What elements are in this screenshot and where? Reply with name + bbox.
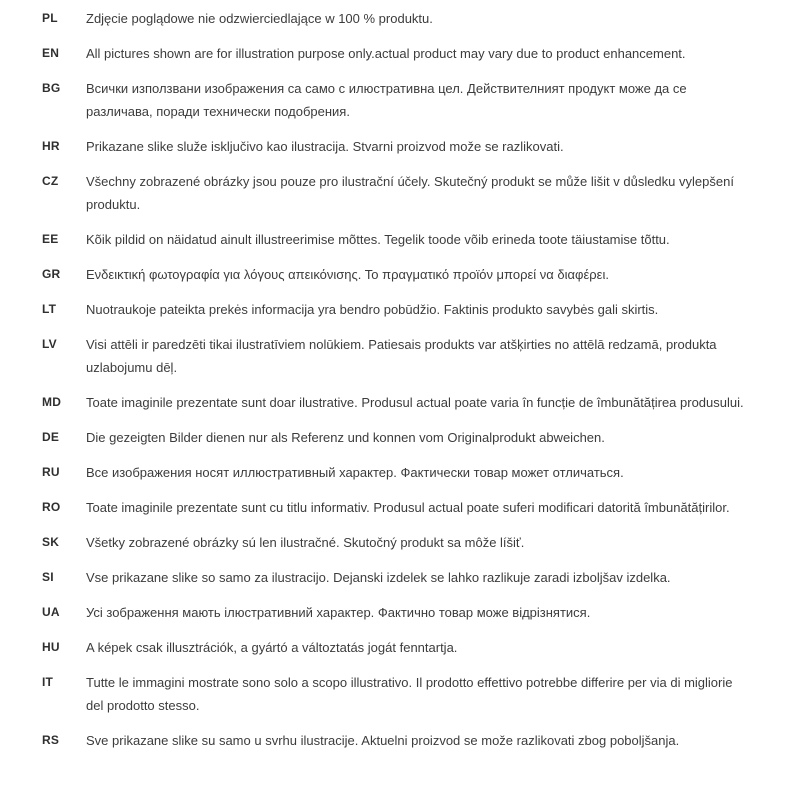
disclaimer-row bbox=[42, 228, 790, 251]
disclaimer-text: Sve prikazane slike su samo u svrhu ilustracije. Aktuelni proizvod se može razlikovati zbog poboljšanja. bbox=[86, 733, 680, 748]
disclaimer-row bbox=[42, 671, 790, 717]
disclaimer-text: Всички използвани изображения са само с илюстративна цел. Действителният продукт може да се различава, поради технически подобрения. bbox=[86, 81, 687, 119]
disclaimer-row bbox=[42, 135, 790, 158]
language-code: RO bbox=[42, 500, 61, 514]
disclaimer-text: Všechny zobrazené obrázky jsou pouze pro ilustrační účely. Skutečný produkt se může lišit v důsledku vylepšení produktu. bbox=[86, 174, 734, 212]
disclaimer-row bbox=[42, 531, 790, 554]
language-code: HR bbox=[42, 139, 60, 153]
disclaimer-row bbox=[42, 170, 790, 216]
disclaimer-row bbox=[42, 461, 790, 484]
disclaimer-row bbox=[42, 263, 790, 286]
disclaimer-row bbox=[42, 7, 790, 30]
disclaimer-text: Vse prikazane slike so samo za ilustracijo. Dejanski izdelek se lahko razlikuje zaradi izboljšav izdelka. bbox=[86, 570, 671, 585]
disclaimer-text: Toate imaginile prezentate sunt cu titlu informativ. Produsul actual poate suferi modificari datorită îmbunătățirilor. bbox=[86, 500, 730, 515]
language-code: UA bbox=[42, 605, 60, 619]
language-code: CZ bbox=[42, 174, 59, 188]
language-code: GR bbox=[42, 267, 61, 281]
disclaimer-text: A képek csak illusztrációk, a gyártó a változtatás jogát fenntartja. bbox=[86, 640, 458, 655]
language-code: RS bbox=[42, 733, 60, 747]
language-code: RU bbox=[42, 465, 60, 479]
disclaimer-row bbox=[42, 298, 790, 321]
disclaimer-row bbox=[42, 333, 790, 379]
language-code: EN bbox=[42, 46, 60, 60]
disclaimer-text: Kõik pildid on näidatud ainult illustreerimise mõttes. Tegelik toode võib erineda toote täiustamise tõttu. bbox=[86, 232, 670, 247]
disclaimer-row bbox=[42, 496, 790, 519]
disclaimer-text: Zdjęcie poglądowe nie odzwierciedlające w 100 % produktu. bbox=[86, 11, 433, 26]
disclaimer-text: All pictures shown are for illustration purpose only.actual product may vary due to product enhancement. bbox=[86, 46, 686, 61]
disclaimer-text: Toate imaginile prezentate sunt doar ilustrative. Produsul actual poate varia în funcție de îmbunătățirea produsului. bbox=[86, 395, 744, 410]
language-code: SK bbox=[42, 535, 60, 549]
language-code: LV bbox=[42, 337, 57, 351]
disclaimer-row bbox=[42, 426, 790, 449]
language-code: BG bbox=[42, 81, 61, 95]
language-code: PL bbox=[42, 11, 58, 25]
disclaimer-row bbox=[42, 77, 790, 123]
disclaimer-row bbox=[42, 391, 790, 414]
disclaimer-text: Tutte le immagini mostrate sono solo a scopo illustrativo. Il prodotto effettivo potrebbe differire per via di migliorie del prodotto stesso. bbox=[86, 675, 733, 713]
language-code: IT bbox=[42, 675, 54, 689]
disclaimer-row bbox=[42, 729, 790, 752]
disclaimer-text: Все изображения носят иллюстративный характер. Фактически товар может отличаться. bbox=[86, 465, 624, 480]
disclaimer-row bbox=[42, 42, 790, 65]
disclaimer-text: Ενδεικτική φωτογραφία για λόγους απεικόνισης. Το πραγματικό προϊόν μπορεί να διαφέρει. bbox=[86, 267, 609, 282]
language-code: LT bbox=[42, 302, 57, 316]
language-code: SI bbox=[42, 570, 54, 584]
language-code: EE bbox=[42, 232, 59, 246]
disclaimer-row bbox=[42, 636, 790, 659]
disclaimer-text: Prikazane slike služe isključivo kao ilustracija. Stvarni proizvod može se razlikovati. bbox=[86, 139, 564, 154]
disclaimer-text: Visi attēli ir paredzēti tikai ilustratīviem nolūkiem. Patiesais produkts var atšķirties no attēlā redzamā, produkta uzlabojumu dēļ. bbox=[86, 337, 717, 375]
disclaimer-row bbox=[42, 601, 790, 624]
language-code: DE bbox=[42, 430, 60, 444]
language-code: HU bbox=[42, 640, 60, 654]
disclaimer-text: Nuotraukoje pateikta prekės informacija yra bendro pobūdžio. Faktinis produkto savybės gali skirtis. bbox=[86, 302, 659, 317]
language-code: MD bbox=[42, 395, 62, 409]
disclaimer-text: Die gezeigten Bilder dienen nur als Referenz und konnen vom Originalprodukt abweichen. bbox=[86, 430, 605, 445]
disclaimer-text: Všetky zobrazené obrázky sú len ilustračné. Skutočný produkt sa môže líšiť. bbox=[86, 535, 525, 550]
disclaimer-row bbox=[42, 566, 790, 589]
disclaimer-text: Усі зображення мають ілюстративний характер. Фактично товар може відрізнятися. bbox=[86, 605, 591, 620]
